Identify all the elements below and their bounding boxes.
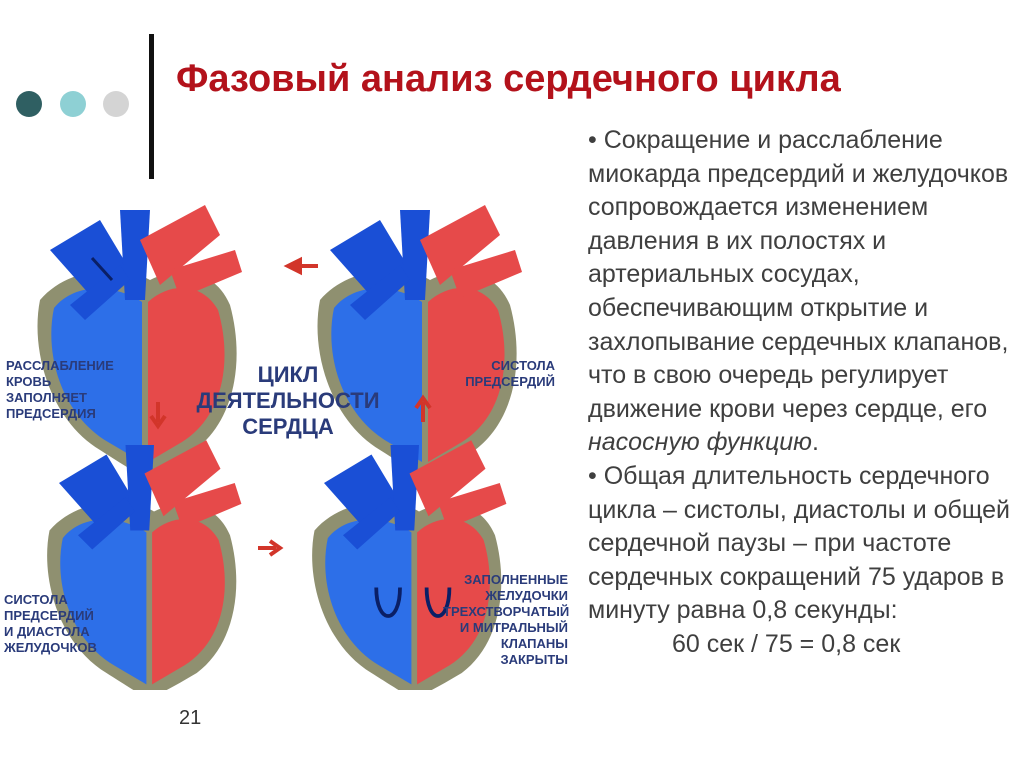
decor-dot-gray [103,91,129,117]
label-atrial-systole: СИСТОЛА ПРЕДСЕРДИЙ [465,358,555,389]
decor-dot-teal [60,91,86,117]
pump-function-emphasis: насосную функцию [588,428,812,457]
decor-dot-dark [16,91,42,117]
cycle-arrow-right [258,541,280,555]
page-number: 21 [179,707,202,729]
cycle-arrow-left [288,260,318,272]
slide-title: Фазовый анализ сердечного цикла [176,58,841,100]
label-relaxation: РАССЛАБЛЕНИЕ КРОВЬ ЗАПОЛНЯЕТ ПРЕДСЕРДИЯ [6,358,114,421]
formula: 60 сек / 75 = 0,8 сек [672,629,901,658]
body-text [588,124,1016,662]
label-ventricles-filled: ЗАПОЛНЕННЫЕ ЖЕЛУДОЧКИ ТРЕХСТВОРЧАТЫЙ И МИТРАЛЬНЫЙ КЛАПАНЫ ЗАКРЫТЫ [443,572,570,667]
cycle-center-label: ЦИКЛ ДЕЯТЕЛЬНОСТИ СЕРДЦА [196,362,380,439]
paragraph-2: • Общая длительность сердечного цикла – систолы, диастолы и общей сердечной паузы – при частоте сердечных сокращений 75 ударов в минуту равна 0,8 секунды: [588,461,1010,625]
title-divider [149,34,154,179]
paragraph-1: • Сокращение и расслабление миокарда предсердий и желудочков сопровождается изменением давления в их полостях и артериальных сосудах, обеспечивающим открытие и захлопывание сердечных клапанов, что в свою очередь регулирует движение крови через сердце, его насосную функцию. [588,126,1009,457]
label-atrial-systole-ventricular-diastole: СИСТОЛА ПРЕДСЕРДИЙ И ДИАСТОЛА ЖЕЛУДОЧКОВ [4,592,97,655]
